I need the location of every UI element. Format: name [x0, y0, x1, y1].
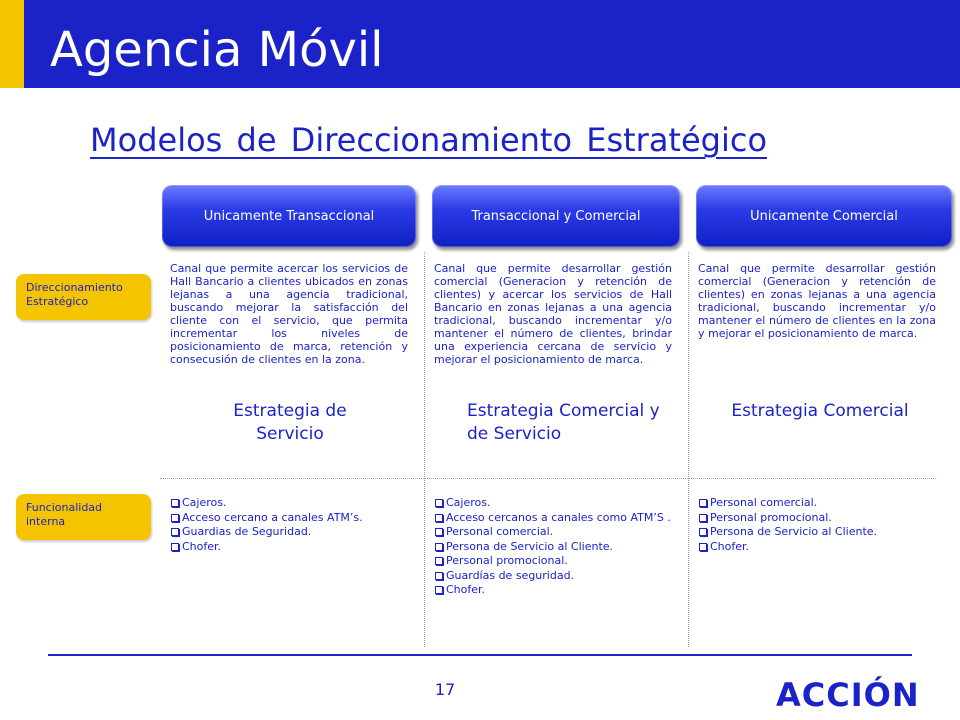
list-item: Acceso cercanos a canales como ATM’S . — [434, 511, 672, 526]
list-item: Persona de Servicio al Cliente. — [434, 540, 672, 555]
header-accent-stripe — [0, 0, 24, 88]
row-label-funcionalidad: Funcionalidad interna — [16, 494, 151, 540]
description-unicamente-transaccional: Canal que permite acercar los servicios de Hall Bancario a clientes ubicados en zonas lejanas a una agencia tradicional, buscando mejorar la satisfacción del cliente con el servicio, que permita incrementar los niveles de posicionamiento de marca, retención y consecusión de clientes en la zona. — [170, 262, 408, 366]
description-unicamente-comercial: Canal que permite desarrollar gestión comercial (Generacion y retención de clientes) en zonas lejanas a una agencia tradicional, buscando incrementar y/o mantener el número de clientes en la zona y mejorar el posicionamiento de marca. — [698, 262, 936, 340]
list-item: Persona de Servicio al Cliente. — [698, 525, 936, 540]
section-subtitle: Modelos de Direccionamiento Estratégico — [90, 121, 768, 159]
description-transaccional-comercial: Canal que permite desarrollar gestión comercial (Generacion y retención de clientes) y acercar los servicios de Hall Bancario en zonas lejanas a una agencia tradicional, buscando incrementar y/o mantener el número de clientes, brindar una experiencia cercana de servicio y mejorar el posicionamiento de marca. — [434, 262, 672, 366]
list-item: Chofer. — [434, 583, 672, 598]
page-number: 17 — [434, 680, 456, 699]
strategy-unicamente-comercial: Estrategia Comercial — [731, 401, 909, 421]
list-item: Cajeros. — [170, 496, 408, 511]
list-item: Chofer. — [170, 540, 408, 555]
list-item: Personal promocional. — [434, 554, 672, 569]
page-title: Agencia Móvil — [50, 22, 384, 78]
list-item: Chofer. — [698, 540, 936, 555]
strategy-unicamente-transaccional: Estrategia de Servicio — [233, 401, 347, 444]
list-item: Cajeros. — [434, 496, 672, 511]
list-item: Personal comercial. — [434, 525, 672, 540]
functions-transaccional-comercial — [434, 496, 672, 598]
column-divider — [688, 252, 689, 647]
column-header-label: Unicamente Transaccional — [203, 208, 375, 224]
strategy-transaccional-comercial: Estrategia Comercial y de Servicio — [467, 401, 660, 444]
column-header-label: Transaccional y Comercial — [471, 208, 641, 224]
column-header-unicamente-comercial — [696, 185, 952, 247]
list-item: Acceso cercano a canales ATM’s. — [170, 511, 408, 526]
column-header-unicamente-transaccional — [162, 185, 416, 247]
functions-unicamente-transaccional — [170, 496, 408, 554]
row-divider — [160, 478, 936, 479]
column-header-transaccional-comercial — [432, 185, 680, 247]
footer-divider — [48, 654, 912, 656]
accion-logo: ACCIÓN — [776, 676, 920, 714]
column-divider — [424, 252, 425, 647]
list-item: Guardías de seguridad. — [434, 569, 672, 584]
list-item: Personal promocional. — [698, 511, 936, 526]
list-item: Guardias de Seguridad. — [170, 525, 408, 540]
functions-unicamente-comercial — [698, 496, 936, 554]
column-header-label: Unicamente Comercial — [750, 208, 898, 224]
list-item: Personal comercial. — [698, 496, 936, 511]
row-label-direccionamiento: Direccionamiento Estratégico — [16, 274, 151, 320]
